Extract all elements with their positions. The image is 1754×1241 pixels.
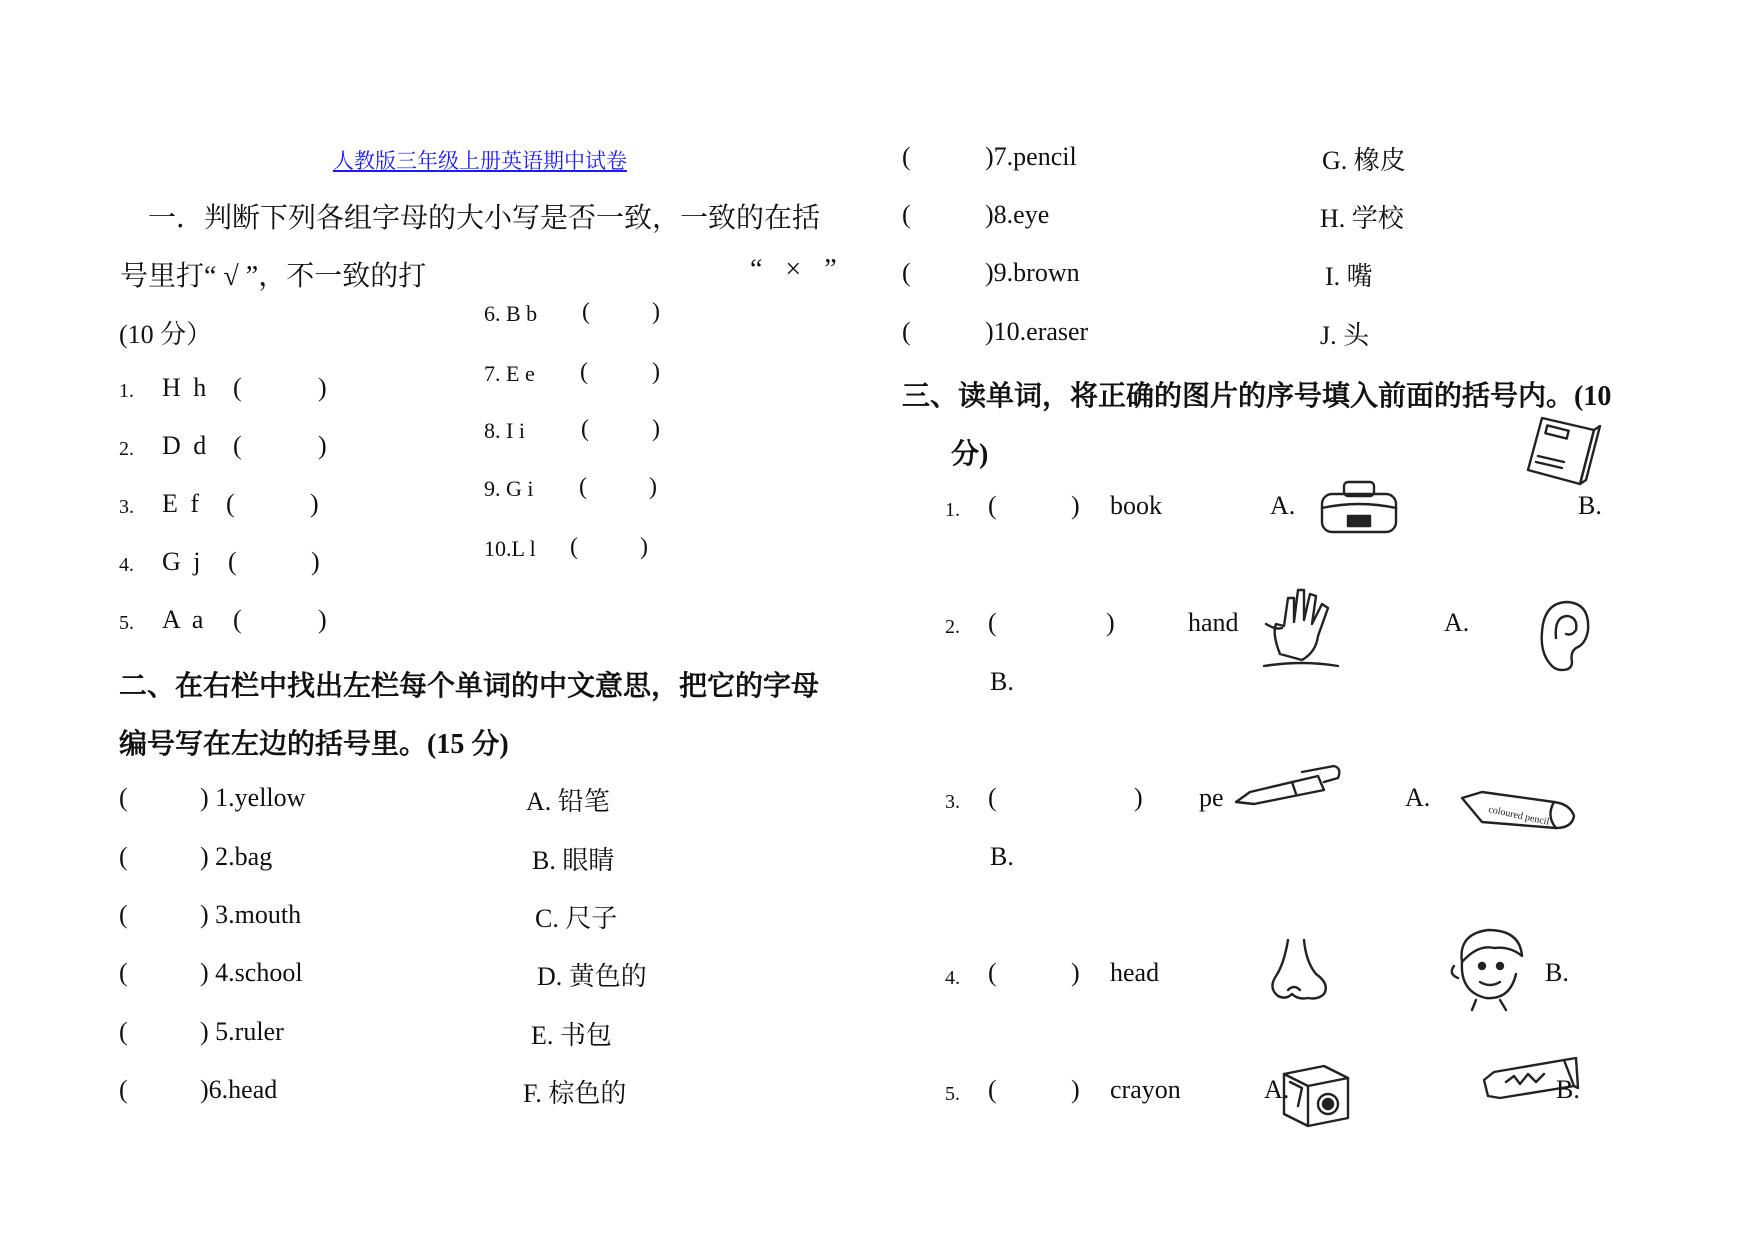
ear-icon — [1532, 594, 1596, 674]
vocab-word: ) 1.yellow — [200, 783, 306, 812]
sharpener-icon — [1278, 1060, 1354, 1130]
answer-paren-open[interactable]: ( — [119, 958, 128, 987]
answer-paren-open: ( — [988, 1075, 997, 1104]
answer-paren-close[interactable]: ) — [652, 299, 660, 325]
answer-paren-open: ( — [988, 491, 997, 520]
answer-paren-close[interactable]: ) — [652, 416, 660, 442]
answer-paren-open[interactable]: ( — [119, 842, 128, 871]
answer-paren-close[interactable]: ) — [311, 547, 320, 576]
pen-icon — [1232, 762, 1342, 812]
section1-heading-line2: 号里打“ √ ”，不一致的打 — [120, 261, 427, 292]
vocab-word: )8.eye — [985, 200, 1050, 229]
letter-pair: 7. E e — [484, 361, 535, 386]
picture-word: crayon — [1110, 1075, 1181, 1104]
answer-paren-close[interactable]: ) — [310, 489, 319, 518]
option-a-label: A. — [1444, 608, 1470, 637]
answer-paren-open: ( — [570, 534, 578, 560]
option-b-label: B. — [990, 667, 1014, 696]
hand-icon — [1262, 584, 1342, 670]
answer-paren-close[interactable]: ) — [318, 373, 327, 402]
picture-word: hand — [1188, 608, 1239, 637]
answer-paren-close[interactable]: ) — [1071, 958, 1080, 987]
vocab-word: ) 4.school — [200, 958, 303, 987]
answer-paren-close[interactable]: ) — [1134, 783, 1143, 812]
answer-paren-open: ( — [582, 299, 590, 325]
answer-paren-close[interactable]: ) — [318, 605, 327, 634]
answer-paren-open[interactable]: ( — [119, 900, 128, 929]
section2-heading-line1: 二、在右栏中找出左栏每个单词的中文意思，把它的字母 — [119, 671, 820, 702]
answer-paren-open: ( — [579, 474, 587, 500]
letter-pair: H h — [162, 373, 210, 402]
letter-pair: 8. I i — [484, 418, 525, 443]
answer-paren-open[interactable]: ( — [119, 783, 128, 812]
list-item-number: 1. — [119, 380, 134, 402]
answer-paren-open[interactable]: ( — [902, 142, 911, 171]
answer-paren-open: ( — [581, 416, 589, 442]
vocab-option: H. 学校 — [1320, 204, 1404, 233]
letter-pair: G j — [162, 547, 204, 576]
list-item-number: 5. — [945, 1083, 960, 1105]
letter-pair: 6. B b — [484, 301, 538, 326]
option-b-label: B. — [990, 842, 1014, 871]
option-a-label: A. — [1405, 783, 1431, 812]
section3-heading-line2: 分) — [951, 439, 989, 470]
answer-paren-close[interactable]: ) — [640, 534, 648, 560]
vocab-option: D. 黄色的 — [537, 962, 647, 991]
list-item-number: 5. — [119, 612, 134, 634]
answer-paren-open: ( — [580, 359, 588, 385]
letter-pair: D d — [162, 431, 210, 460]
answer-paren-open: ( — [988, 958, 997, 987]
option-a-label: A. — [1264, 1075, 1290, 1104]
answer-paren-close[interactable]: ) — [318, 431, 327, 460]
picture-word: pe — [1199, 783, 1224, 812]
answer-paren-open: ( — [233, 605, 242, 634]
list-item-number: 3. — [945, 791, 960, 813]
boy-head-icon — [1444, 922, 1534, 1012]
schoolbag-icon — [1314, 478, 1404, 538]
vocab-option: J. 头 — [1320, 321, 1370, 350]
letter-pair: 9. G i — [484, 476, 534, 501]
answer-paren-close[interactable]: ) — [652, 359, 660, 385]
answer-paren-open[interactable]: ( — [119, 1075, 128, 1104]
answer-paren-open[interactable]: ( — [902, 258, 911, 287]
vocab-option: I. 嘴 — [1325, 262, 1373, 291]
vocab-word: )10.eraser — [985, 317, 1089, 346]
vocab-word: ) 5.ruler — [200, 1017, 284, 1046]
crayon-label: coloured pencil — [1487, 804, 1551, 828]
section1-score: (10 分） — [119, 320, 213, 349]
vocab-option: F. 棕色的 — [523, 1079, 627, 1108]
answer-paren-close[interactable]: ) — [1106, 608, 1115, 637]
answer-paren-open: ( — [988, 608, 997, 637]
vocab-word: )6.head — [200, 1075, 278, 1104]
list-item-number: 4. — [945, 967, 960, 989]
picture-word: book — [1110, 491, 1162, 520]
letter-pair: 10.L l — [484, 536, 536, 561]
option-b-label: B. — [1556, 1075, 1580, 1104]
answer-paren-open[interactable]: ( — [119, 1017, 128, 1046]
list-item-number: 4. — [119, 554, 134, 576]
vocab-word: )7.pencil — [985, 142, 1077, 171]
answer-paren-open: ( — [228, 547, 237, 576]
vocab-option: E. 书包 — [531, 1021, 612, 1050]
section1-heading-line1: 一．判断下列各组字母的大小写是否一致，一致的在括 — [148, 203, 821, 234]
letter-pair: A a — [162, 605, 207, 634]
list-item-number: 1. — [945, 499, 960, 521]
option-b-label: B. — [1545, 958, 1569, 987]
vocab-word: )9.brown — [985, 258, 1080, 287]
answer-paren-open: ( — [226, 489, 235, 518]
crayon-icon — [1458, 782, 1588, 842]
book-icon — [1524, 408, 1604, 488]
nose-icon — [1264, 934, 1334, 1004]
list-item-number: 3. — [119, 496, 134, 518]
vocab-option: A. 铅笔 — [526, 787, 610, 816]
vocab-option: G. 橡皮 — [1322, 146, 1406, 175]
answer-paren-open: ( — [233, 373, 242, 402]
vocab-option: C. 尺子 — [535, 904, 618, 933]
answer-paren-close[interactable]: ) — [1071, 491, 1080, 520]
answer-paren-open: ( — [988, 783, 997, 812]
list-item-number: 2. — [119, 438, 134, 460]
option-a-label: A. — [1270, 491, 1296, 520]
answer-paren-open[interactable]: ( — [902, 317, 911, 346]
option-b-label: B. — [1578, 491, 1602, 520]
answer-paren-open[interactable]: ( — [902, 200, 911, 229]
answer-paren-close[interactable]: ) — [649, 474, 657, 500]
section1-cross-mark: “ × ” — [750, 254, 845, 285]
section3-heading-line1: 三、读单词，将正确的图片的序号填入前面的括号内。(10 — [902, 381, 1612, 412]
vocab-option: B. 眼睛 — [532, 846, 615, 875]
letter-pair: E f — [162, 489, 203, 518]
section2-heading-line2: 编号写在左边的括号里。(15 分) — [119, 729, 509, 760]
answer-paren-close[interactable]: ) — [1071, 1075, 1080, 1104]
list-item-number: 2. — [945, 616, 960, 638]
answer-paren-open: ( — [233, 431, 242, 460]
vocab-word: ) 3.mouth — [200, 900, 302, 929]
vocab-word: ) 2.bag — [200, 842, 273, 871]
picture-word: head — [1110, 958, 1160, 987]
page-title: 人教版三年级上册英语期中试卷 — [333, 149, 627, 173]
